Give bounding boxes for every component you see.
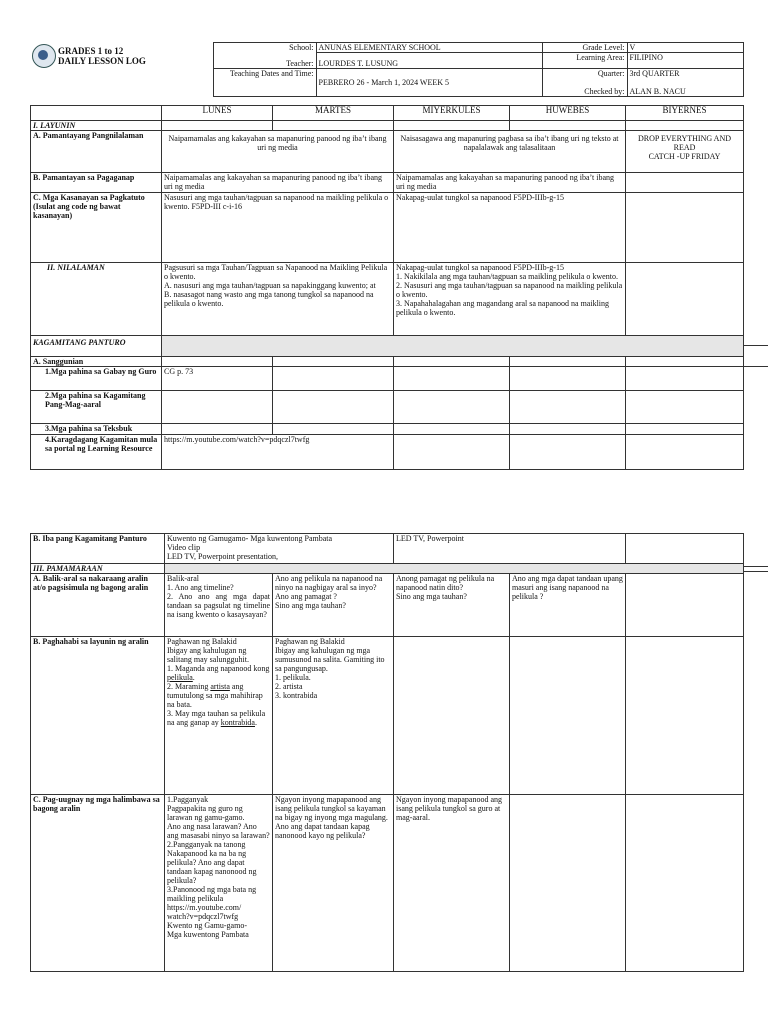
lesson-table-1 [30, 105, 744, 470]
underlined-word: kontrabida [220, 718, 255, 727]
cell-tue: Ngayon inyong mapapanood ang isang pelikula tungkol sa kayaman na bigay ng inyong mga magulang. Ano ang dapat tandaan kapag nanonood kayo ng pelikula? [273, 795, 394, 972]
cell-mon-tue: Naipamamalas ang kakayahan sa mapanuring panood ng iba’t ibang uri ng media [162, 131, 394, 173]
day-tuesday: MARTES [273, 106, 394, 121]
row-paghahabi [31, 637, 744, 795]
doc-title-line2: DAILY LESSON LOG [58, 55, 146, 66]
row-label: A. Sanggunian [31, 357, 162, 367]
cell-mon-tue: Nasusuri ang mga tauhan/tagpuan sa napanood na maikling pelikula o kwento. F5PD-III c-i-16 [162, 193, 394, 263]
deped-seal-icon [32, 44, 56, 68]
header-table [30, 42, 744, 97]
school-value: ANUNAS ELEMENTARY SCHOOL [316, 43, 542, 53]
section-kagamitan: KAGAMITANG PANTURO [31, 336, 162, 357]
cell-wed-thu: LED TV, Powerpoint [394, 534, 626, 564]
cell-wed-thu: Naipamamalas ang kakayahan sa mapanuring panood ng iba’t ibang uri ng media [394, 173, 626, 193]
row-label: 3.Mga pahina sa Teksbuk [31, 424, 162, 435]
area-value: FILIPINO [627, 53, 743, 69]
cell-wed-thu: Nakapag-uulat tungkol sa napanood F5PD-IIIb-g-15 [394, 193, 626, 263]
row-pamantayan-pagganap [31, 173, 744, 193]
cell-tue: Ano ang pelikula na napanood na ninyo na nagbigay aral sa inyo? Ano ang pamagat ? Sino ang mga tauhan? [273, 574, 394, 637]
quarter-value: 3rd QUARTER ALAN B. NACU [627, 69, 743, 97]
day-wednesday: MIYERKULES [394, 106, 510, 121]
row-label: C. Mga Kasanayan sa Pagkatuto (Isulat ang code ng bawat kasanayan) [31, 193, 162, 263]
row-label: B. Iba pang Kagamitang Panturo [31, 534, 165, 564]
row-kagamitan [31, 336, 744, 357]
row-label: B. Pamantayan sa Pagaganap [31, 173, 162, 193]
row-label: 1.Mga pahina sa Gabay ng Guro [31, 367, 162, 391]
youtube-link[interactable]: https://m.youtube.com/watch?v=pdqczl7twfg [162, 435, 394, 470]
row-label: B. Paghahabi sa layunin ng aralin [31, 637, 165, 795]
grade-value: V [627, 43, 743, 53]
day-friday: BIYERNES [626, 106, 744, 121]
section-layunin: I. LAYUNIN [31, 121, 162, 131]
checked-label: Checked by: [584, 87, 625, 96]
row-pag-uugnay [31, 795, 744, 972]
row-label: C. Pag-uugnay ng mga halimbawa sa bagong aralin [31, 795, 165, 972]
teacher-value: LOURDES T. LUSUNG [316, 53, 542, 69]
cell-mon-tue: Kuwento ng Gamugamo- Mga kuwentong Pambata Video clip LED TV, Powerpoint presentation, [165, 534, 394, 564]
dates-label: Teaching Dates and Time: [213, 69, 316, 97]
cell-fri: DROP EVERYTHING AND READ CATCH -UP FRIDAY [626, 131, 744, 173]
cell-wed-thu: Naisasagawa ang mapanuring pagbasa sa iba’t ibang uri ng teksto at napalalawak ang talasalitaan [394, 131, 626, 173]
row-teksbuk [31, 424, 744, 435]
cell-mon: CG p. 73 [162, 367, 273, 391]
lesson-table-2 [30, 533, 744, 972]
school-label: School: [213, 43, 316, 53]
row-pamantayang-pangnilalaman [31, 131, 744, 173]
quarter-label: Quarter: Checked by: [542, 69, 627, 97]
day-monday: LUNES [162, 106, 273, 121]
row-pamamaraan [31, 564, 744, 574]
section-nilalaman: II. NILALAMAN [31, 263, 162, 336]
doc-title-line1: GRADES 1 to 12 [58, 45, 124, 56]
cell-wed: Ngayon inyong mapapanood ang isang pelikula tungkol sa guro at mag-aaral. [394, 795, 510, 972]
row-kagamitang-mag-aaral [31, 391, 744, 424]
cell-mon: Paghawan ng Balakid Ibigay ang kahulugan ng salitang may salungguhit. 1. Maganda ang napanood kong pelikula. 2. Maraming artista ang tumutulong sa mga mahihirap na bata. 3. May mga tauhan sa pelikula na ang ganap ay kontrabida. [165, 637, 273, 795]
row-kasanayan [31, 193, 744, 263]
teacher-label: Teacher: [213, 53, 316, 69]
row-gabay-guro [31, 367, 744, 391]
row-karagdagang-kagamitan [31, 435, 744, 470]
cell-mon: Balik-aral 1. Ano ang timeline? 2. Ano ano ang mga dapat tandaan sa pagsulat ng timeline na isang kwento o kasaysayan? [165, 574, 273, 637]
underlined-word: artista [210, 682, 230, 691]
row-sanggunian [31, 357, 744, 367]
row-label: 2.Mga pahina sa Kagamitang Pang-Mag-aaral [31, 391, 162, 424]
cell-mon-tue: Naipamamalas ang kakayahan sa mapanuring panood ng iba’t ibang uri ng media [162, 173, 394, 193]
dates-value: PEBRERO 26 - March 1, 2024 WEEK 5 [316, 69, 542, 97]
row-label: A. Balik-aral sa nakaraang aralin at/o pagsisimula ng bagong aralin [31, 574, 165, 637]
section-pamamaraan: III. PAMAMARAAN [31, 564, 165, 574]
grade-label: Grade Level: [542, 43, 627, 53]
cell-mon-tue: Pagsusuri sa mga Tauhan/Tagpuan sa Napanood na Maikling Pelikula o kwento. A. nasusuri ang mga tauhan/tagpuan sa napakinggang kuwento; at B. nasasagot nang wasto ang mga tanong tungkol sa napanood na pelikula o kwento. [162, 263, 394, 336]
cell-mon: 1.Pagganyak Pagpapakita ng guro ng larawan ng gamu-gamo. Ano ang nasa larawan? Ano ang masasabi ninyo sa larawan? 2.Pangganyak na tanong Nakapanood ka na ba ng pelikula? Ano ang dapat tandaan kapag nanonood ng pelikula? 3.Panonood ng mga bata ng maikling pelikula https://m.youtube.com/ watch?v=pdqczl7twfg Kwento ng Gamu-gamo- Mga kuwentong Pambata [165, 795, 273, 972]
cell-tue: Paghawan ng Balakid Ibigay ang kahulugan ng mga sumusunod na salita. Gamiting ito sa pangungusap. 1. pelikula. 2. artista 3. kontrabida [273, 637, 394, 795]
day-thursday: HUWEBES [510, 106, 626, 121]
row-label: A. Pamantayang Pangnilalaman [31, 131, 162, 173]
underlined-word: pelikula [167, 673, 193, 682]
cell-wed-thu: Nakapag-uulat tungkol sa napanood F5PD-IIIb-g-15 1. Nakikilala ang mga tauhan/tagpuan sa maikling pelikula o kwento. 2. Nasusuri ang mga tauhan/tagpuan sa napanood na maikling pelikula o kwento. 3. Napahahalagahan ang magandang aral sa napanood na maikling pelikula o kwento. [394, 263, 626, 336]
days-header-row [31, 106, 744, 121]
header-logo-cell [30, 43, 213, 97]
row-nilalaman [31, 263, 744, 336]
row-label: 4.Karagdagang Kagamitan mula sa portal ng Learning Resource [31, 435, 162, 470]
cell-thu: Ano ang mga dapat tandaan upang masuri ang isang napanood na pelikula ? [510, 574, 626, 637]
row-iba-pang-kagamitan [31, 534, 744, 564]
cell-wed: Anong pamagat ng pelikula na napanood natin dito? Sino ang mga tauhan? [394, 574, 510, 637]
row-balik-aral [31, 574, 744, 637]
area-label: Learning Area: [542, 53, 627, 69]
checked-value: ALAN B. NACU [629, 87, 686, 96]
